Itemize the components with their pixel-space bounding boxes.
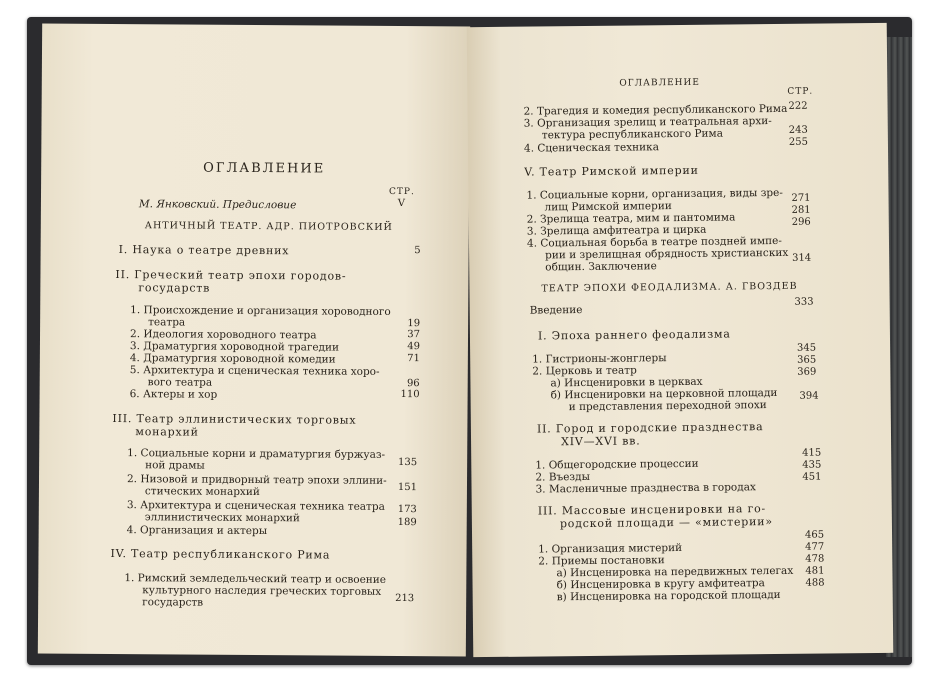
- toc-entry-cont: вого театра: [147, 376, 213, 389]
- toc-entry-cont: общин. Заключение: [545, 260, 657, 274]
- toc-entry: 1. Происхождение и организация хороводного: [130, 304, 391, 318]
- toc-entry: 4. Драматургия хороводной комедии: [129, 352, 336, 366]
- toc-page-number: 96: [406, 378, 420, 390]
- section-heading-4: IV. Театр республиканского Рима: [110, 547, 331, 562]
- toc-page-number: 19: [407, 318, 421, 330]
- section-heading-2-cont: государств: [138, 281, 211, 295]
- section-heading-8-cont: родской площади — «мистерии»: [559, 515, 773, 531]
- toc-page-number: 213: [395, 592, 415, 605]
- section-heading-8: III. Массовые инсценировки на го-: [537, 502, 767, 518]
- toc-entry: 3. Драматургия хороводной трагедии: [129, 340, 340, 354]
- toc-entry: 3. Масленичные празднества в городах: [535, 481, 756, 496]
- toc-entry: 5. Архитектура и сценическая техника хоро-: [129, 364, 380, 378]
- toc-page-number: 478: [805, 553, 825, 565]
- toc-page-number: 488: [805, 577, 825, 589]
- page-column-label: СТР.: [787, 86, 814, 97]
- section-heading-1: I. Наука о театре древних: [118, 243, 290, 258]
- toc-page-number: 281: [791, 204, 811, 216]
- toc-entry: 1. Социальные корни, организация, виды зре-: [526, 186, 783, 202]
- toc-page-number: 37: [407, 329, 421, 341]
- toc-entry-cont: ной драмы: [145, 459, 205, 472]
- toc-page-number: 243: [788, 124, 808, 136]
- toc-entry: 4. Сценическая техника: [523, 141, 659, 155]
- toc-page-number: 255: [788, 136, 808, 148]
- toc-entry-cont: стических монархий: [144, 485, 260, 499]
- toc-entry: 3. Зрелища амфитеатра и цирка: [526, 223, 707, 238]
- toc-entry: а) Инсценировки в церквах: [550, 375, 703, 390]
- toc-entry-intro: Введение: [529, 304, 583, 317]
- toc-page-number: 333: [794, 296, 814, 308]
- toc-page-number: 49: [407, 341, 420, 353]
- toc-entry: а) Инсценировка на передвижных телегах: [556, 564, 794, 580]
- toc-entry: 1. Римский земледельческий театр и освоение: [124, 572, 387, 586]
- toc-entry: 1. Организация мистерий: [538, 541, 683, 556]
- toc-entry: 3. Организация зрелищ и театральная архи-: [523, 115, 772, 130]
- toc-entry: 2. Зрелища театра, мим и пантомима: [526, 211, 736, 226]
- part-heading-feudalism: ТЕАТР ЭПОХИ ФЕОДАЛИЗМА. А. ГВОЗДЕВ: [541, 280, 798, 295]
- toc-entry: в) Инсценировка на городской площади: [556, 588, 781, 604]
- page-column-label: СТР.: [389, 186, 415, 198]
- toc-entry: 2. Трагедия и комедия республиканского Рима: [523, 102, 788, 118]
- toc-entry: 4. Социальная борьба в театре поздней импе-: [526, 234, 782, 250]
- section-heading-2: II. Греческий театр эпохи городов-: [115, 268, 347, 283]
- toc-entry: 3. Архитектура и сценическая техника театра: [126, 499, 385, 513]
- toc-entry: 6. Актеры и хор: [129, 388, 218, 401]
- section-heading-7: II. Город и городские празднества: [536, 420, 764, 436]
- toc-entry: 2. Идеология хороводного театра: [129, 328, 317, 342]
- toc-entry-cont: театра: [148, 316, 186, 329]
- toc-page-number: 222: [788, 100, 808, 112]
- toc-page-number: 271: [791, 192, 811, 204]
- toc-entry: 2. Приемы постановки: [538, 554, 665, 568]
- toc-entry: 4. Организация и актеры: [126, 524, 268, 538]
- toc-entry: 1. Общегородские процессии: [535, 457, 699, 472]
- toc-page-number: 71: [407, 353, 420, 365]
- toc-title: ОГЛАВЛЕНИЕ: [203, 160, 326, 177]
- toc-page-number: 189: [397, 517, 417, 529]
- left-page: [38, 24, 470, 657]
- toc-page-number: 435: [802, 459, 822, 471]
- toc-page-number: 296: [791, 216, 811, 228]
- running-header: ОГЛАВЛЕНИЕ: [619, 77, 700, 89]
- section-heading-3: III. Театр эллинистических торговых: [112, 412, 357, 427]
- right-page: [467, 23, 894, 657]
- toc-page-number: 465: [804, 529, 825, 541]
- section-heading-5: V. Театр Римской империи: [524, 163, 699, 179]
- section-heading-7-cont: XIV—XVI вв.: [560, 434, 641, 449]
- toc-page-number: 369: [797, 366, 817, 378]
- toc-entry: 2. Въезды: [535, 470, 591, 484]
- toc-entry-cont: тектура республиканского Рима: [541, 127, 724, 142]
- toc-page-number: V: [397, 198, 405, 210]
- section-heading-3-cont: монархий: [135, 425, 199, 439]
- toc-entry-cont: государств: [142, 596, 204, 609]
- toc-page-number: 477: [805, 541, 825, 553]
- toc-entry-cont: и представления переходной эпохи: [568, 399, 767, 414]
- toc-entry-preface: М. Янковский. Предисловие: [138, 198, 297, 212]
- toc-page-number: 451: [802, 471, 822, 483]
- toc-entry: б) Инсценировки на церковной площади: [550, 386, 778, 402]
- toc-entry-cont: рии и зрелищная обрядность христианских: [545, 246, 789, 262]
- section-heading-6: I. Эпоха раннего феодализма: [537, 327, 731, 343]
- toc-page-number: 365: [797, 354, 817, 366]
- part-heading-antique: АНТИЧНЫЙ ТЕАТР. АДР. ПИОТРОВСКИЙ: [144, 220, 393, 233]
- toc-entry: б) Инсценировка в кругу амфитеатра: [556, 577, 765, 592]
- toc-entry: 1. Гистрионы-жонглеры: [532, 352, 667, 366]
- toc-entry: 2. Низовой и придворный театр эпохи эллини-: [126, 473, 387, 487]
- toc-entry-cont: культурного наследия греческих торговых: [142, 584, 382, 598]
- toc-page-number: 135: [398, 457, 418, 469]
- toc-page-number: 151: [397, 482, 418, 494]
- toc-page-number: 415: [802, 447, 822, 459]
- toc-entry-cont: лищ Римской империи: [544, 200, 672, 214]
- toc-page-number: 481: [805, 565, 825, 577]
- toc-entry-cont: эллинистических монархий: [144, 511, 300, 525]
- toc-page-number: 345: [796, 342, 817, 354]
- toc-page-number: 5: [414, 245, 421, 257]
- toc-page-number: 314: [791, 252, 812, 264]
- toc-page-number: 394: [799, 390, 819, 402]
- toc-page-number: 110: [400, 389, 420, 401]
- toc-page-number: 173: [397, 504, 417, 516]
- toc-entry: 1. Социальные корни и драматургия буржуаз-: [127, 447, 386, 461]
- toc-entry: 2. Церковь и театр: [532, 364, 637, 378]
